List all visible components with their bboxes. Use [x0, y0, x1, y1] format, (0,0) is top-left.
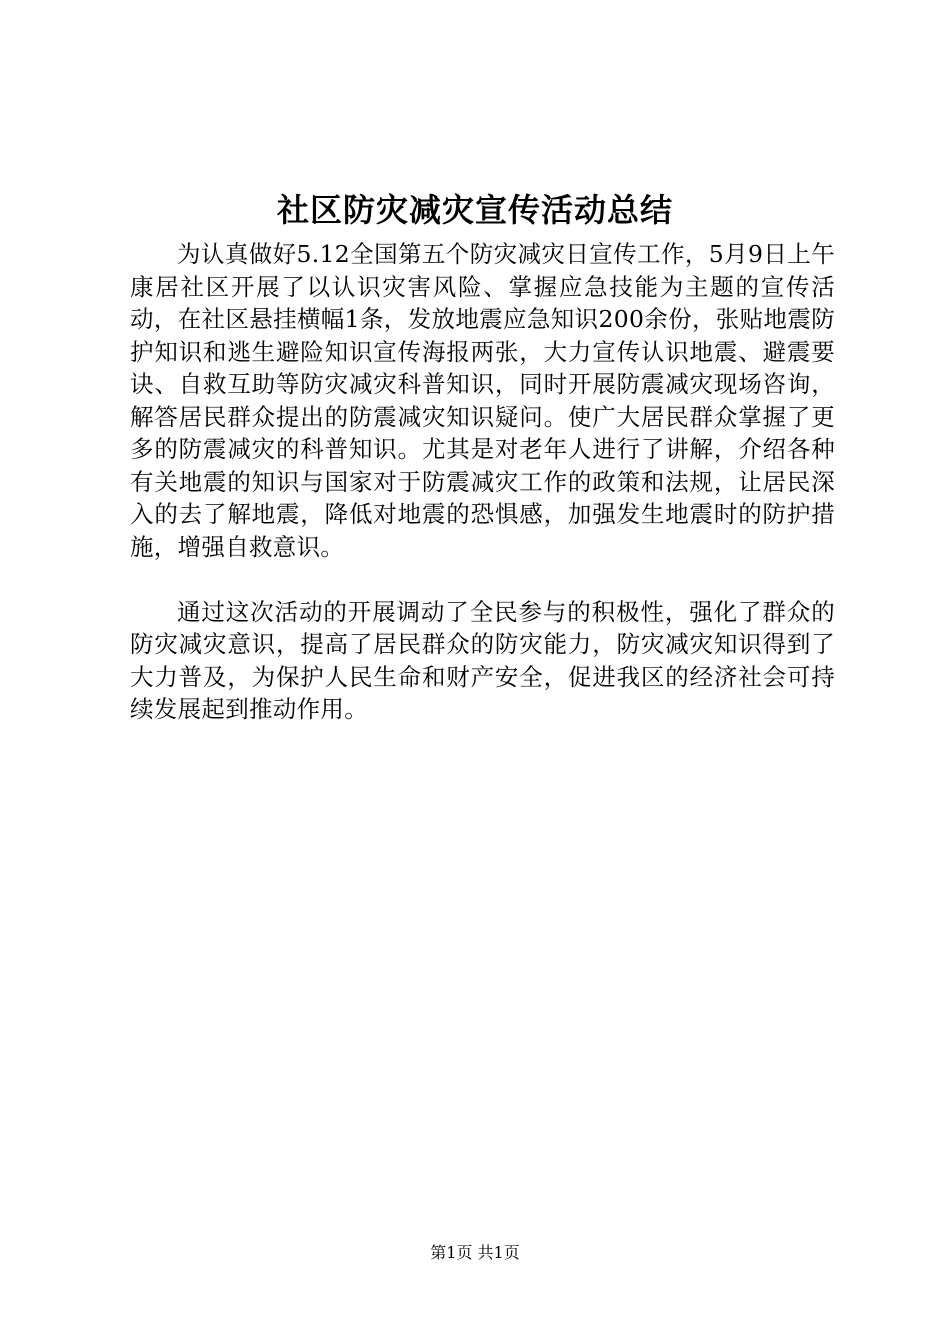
paragraph-1: 为认真做好5.12全国第五个防灾减灾日宣传工作，5月9日上午康居社区开展了以认识灾害风险、掌握应急技能为主题的宣传活动，在社区悬挂横幅1条，发放地震应急知识200余份，张贴地震防护知识和逃生避险知识宣传海报两张，大力宣传认识地震、避震要诀、自救互助等防灾减灾科普知识，同时开展防震减灾现场咨询，解答居民群众提出的防震减灾知识疑问。使广大居民群众掌握了更多的防震减灾的科普知识。尤其是对老年人进行了讲解，介绍各种有关地震的知识与国家对于防震减灾工作的政策和法规，让居民深入的去了解地震，降低对地震的恐惧感，加强发生地震时的防护措施，增强自救意识。: [130, 240, 835, 561]
paragraph-2: 通过这次活动的开展调动了全民参与的积极性，强化了群众的防灾减灾意识，提高了居民群众的防灾能力，防灾减灾知识得到了大力普及，为保护人民生命和财产安全，促进我区的经济社会可持续发展起到推动作用。: [130, 597, 835, 723]
document-body: [130, 238, 835, 726]
page-footer: 第1页 共1页: [430, 1243, 520, 1262]
document-title: 社区防灾减灾宣传活动总结: [276, 191, 673, 229]
